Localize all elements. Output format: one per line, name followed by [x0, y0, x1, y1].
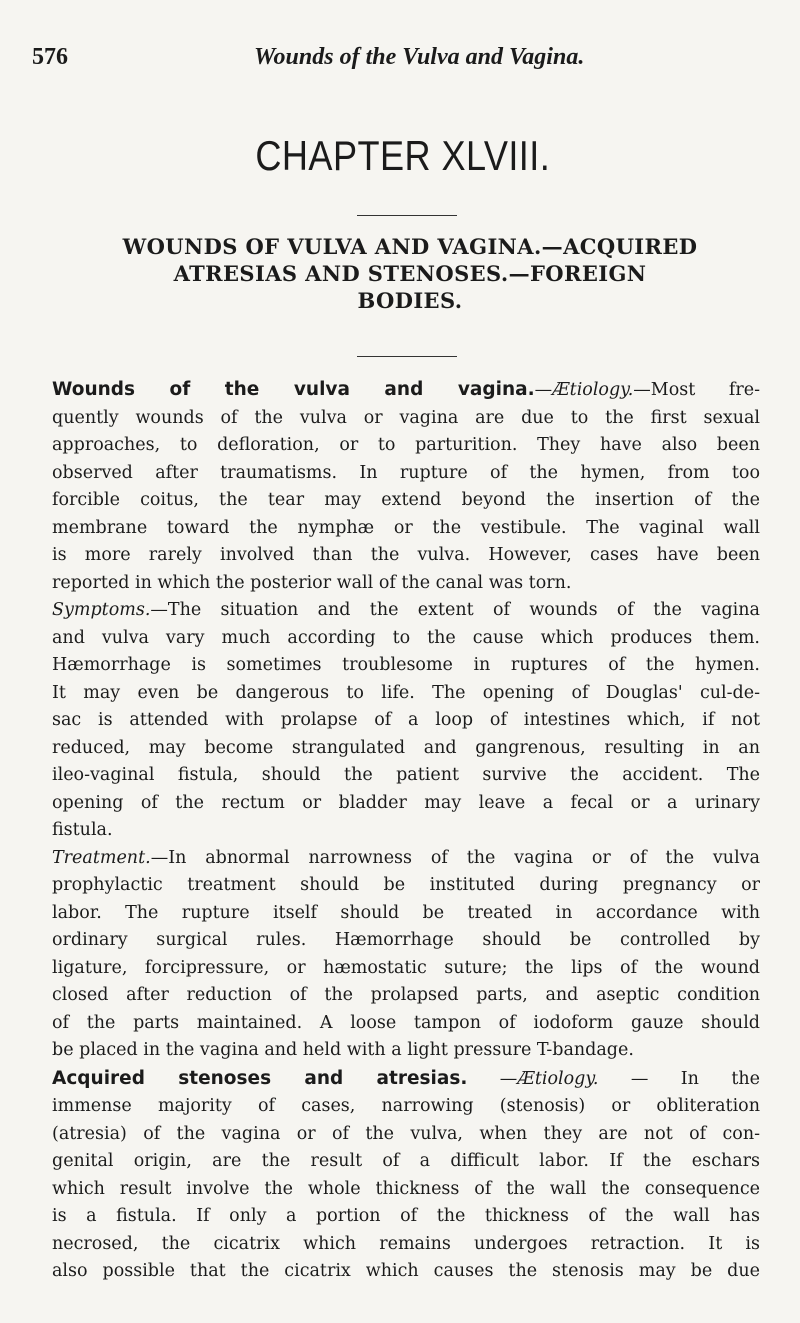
text-line: which result involve the whole thickness of the wall the consequence [52, 1178, 760, 1199]
text-line: reduced, may become strangulated and gangrenous, resulting in an [52, 737, 760, 758]
text-line: labor. The rupture itself should be treated in accordance with [52, 902, 760, 923]
text-line: of the parts maintained. A loose tampon of iodoform gauze should [52, 1012, 760, 1033]
text-line: be placed in the vagina and held with a light pressure T-bandage. [52, 1040, 634, 1060]
text-line: prophylactic treatment should be instituted during pregnancy or [52, 875, 760, 895]
section-dash: — [467, 1068, 518, 1089]
text-line: opening of the rectum or bladder may leave a fecal or a urinary [52, 792, 760, 813]
text-line: immense majority of cases, narrowing (stenosis) or obliteration [52, 1096, 760, 1116]
text-line: closed after reduction of the prolapsed parts, and aseptic condition [52, 985, 760, 1005]
text-line: approaches, to defloration, or to parturition. They have also been [52, 435, 760, 455]
text-line: observed after traumatisms. In rupture of the hymen, from too [52, 462, 760, 483]
running-title: Wounds of the Vulva and Vagina. [254, 44, 585, 70]
line-text: —Most fre- [633, 380, 760, 400]
section-dash: — [534, 380, 553, 400]
text-line: ordinary surgical rules. Hæmorrhage should be controlled by [52, 930, 760, 950]
divider-rule [357, 356, 457, 357]
text-line: It may even be dangerous to life. The opening of Douglas' cul-de- [52, 682, 760, 703]
text-line [52, 376, 760, 405]
text-line: reported in which the posterior wall of the canal was torn. [52, 572, 572, 593]
section-heading: Wounds of the vulva and vagina. [52, 379, 535, 400]
line-text: — In the [598, 1068, 760, 1089]
subsection-label: Ætiology. [517, 1068, 599, 1089]
text-line: genital origin, are the result of a difficult labor. If the eschars [52, 1151, 760, 1171]
text-line: quently wounds of the vulva or vagina are due to the first sexual [52, 407, 760, 428]
divider-rule [357, 215, 457, 216]
body-text [52, 376, 760, 1286]
text-line: sac is attended with prolapse of a loop of intestines which, if not [52, 710, 760, 730]
line-text: —The situation and the extent of wounds of the vagina [150, 600, 760, 620]
text-line: forcible coitus, the tear may extend beyond the insertion of the [52, 490, 760, 510]
text-line [52, 597, 760, 625]
text-line: ligature, forcipressure, or hæmostatic suture; the lips of the wound [52, 957, 760, 978]
text-line: Hæmorrhage is sometimes troublesome in ruptures of the hymen. [52, 655, 760, 675]
text-line: also possible that the cicatrix which causes the stenosis may be due [52, 1261, 760, 1281]
line-text: —In abnormal narrowness of the vagina or of the vulva [150, 847, 760, 868]
subsection-label: Treatment. [52, 847, 151, 868]
text-line: ileo-vaginal fistula, should the patient survive the accident. The [52, 765, 760, 785]
page-number: 576 [32, 44, 68, 70]
chapter-title [80, 233, 740, 314]
text-line [52, 1065, 760, 1094]
chapter-number: CHAPTER XLVIII. [255, 132, 551, 179]
running-header [32, 44, 752, 76]
text-line: membrane toward the nymphæ or the vestibule. The vaginal wall [52, 517, 760, 538]
subsection-label: Symptoms. [52, 600, 151, 620]
text-line: (atresia) of the vagina or of the vulva, when they are not of con- [52, 1123, 760, 1144]
text-line: necrosed, the cicatrix which remains undergoes retraction. It is [52, 1233, 760, 1254]
text-line: fistula. [52, 820, 113, 840]
chapter-title-line: ATRESIAS AND STENOSES.—FOREIGN [173, 261, 647, 286]
text-line [52, 845, 760, 873]
subsection-label: Ætiology. [552, 380, 634, 400]
text-line: and vulva vary much according to the cause which produces them. [52, 627, 760, 648]
text-line: is more rarely involved than the vulva. However, cases have been [52, 545, 760, 565]
chapter-title-line: BODIES. [357, 288, 463, 313]
text-line: is a fistula. If only a portion of the thickness of the wall has [52, 1206, 760, 1226]
section-heading: Acquired stenoses and atresias. [52, 1067, 468, 1089]
chapter-title-line: WOUNDS OF VULVA AND VAGINA.—ACQUIRED [122, 234, 698, 259]
